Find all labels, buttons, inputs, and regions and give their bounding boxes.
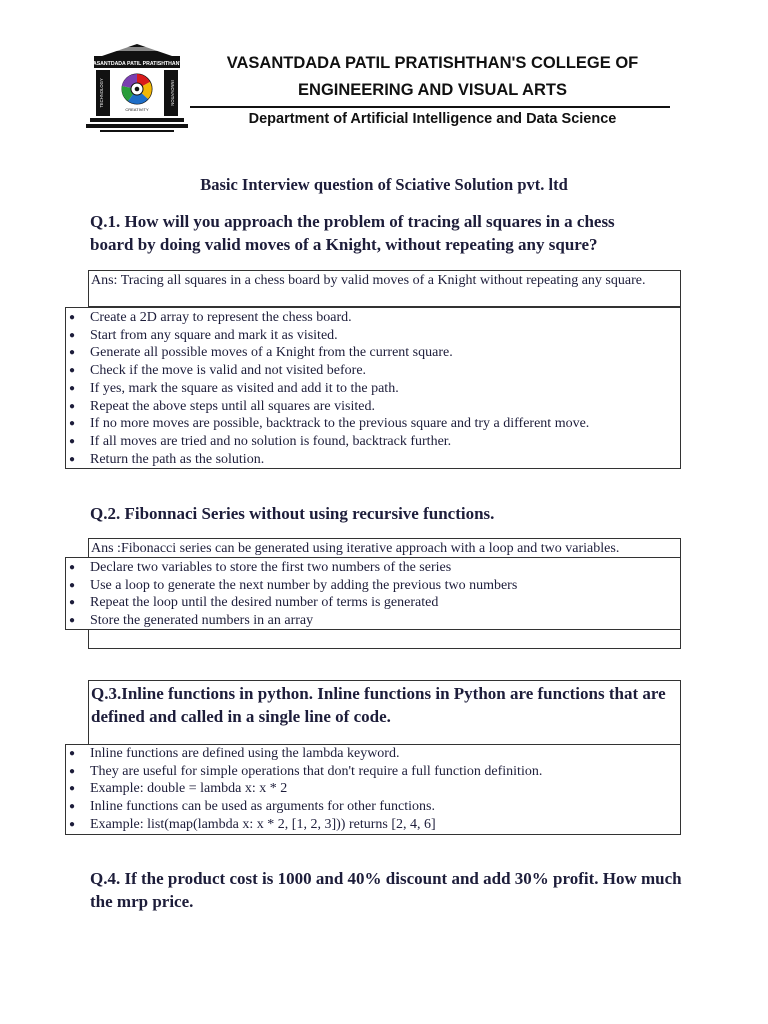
- bullet-icon: ●: [69, 801, 76, 813]
- svg-text:CREATIVITY: CREATIVITY: [125, 107, 149, 112]
- bullet-icon: ●: [69, 329, 76, 341]
- bullet-icon: ●: [69, 418, 76, 430]
- q1-answer-box: [88, 270, 681, 307]
- q3-question-box: [88, 680, 681, 745]
- q2-answer-box: [88, 538, 681, 558]
- bullet-icon: ●: [69, 347, 76, 359]
- list-item: ● They are useful for simple operations that don't require a full function definition.: [69, 763, 543, 779]
- document-title: Basic Interview question of Sciative Solution pvt. ltd: [200, 175, 568, 194]
- q1-question: Q.1. How will you approach the problem of tracing all squares in a chess board by doing valid moves of a Knight, without repeating any squre?: [90, 212, 615, 254]
- bullet-icon: ●: [69, 765, 76, 777]
- bullet-icon: ●: [69, 783, 76, 795]
- q2-answer-text: Ans :Fibonacci series can be generated using iterative approach with a loop and two variables.: [91, 541, 620, 556]
- list-item: ● Example: list(map(lambda x: x * 2, [1, 2, 3])) returns [2, 4, 6]: [69, 816, 436, 832]
- list-item: ● If no more moves are possible, backtrack to the previous square and try a different move.: [69, 416, 590, 432]
- q4-question: Q.4. If the product cost is 1000 and 40% discount and add 30% profit. How much the mrp price.: [90, 869, 682, 911]
- list-item: ● Return the path as the solution.: [69, 451, 265, 467]
- list-item: ● Example: double = lambda x: x * 2: [69, 781, 288, 797]
- college-name-line1: VASANTDADA PATIL PRATISHTHAN'S COLLEGE OF: [226, 54, 639, 72]
- q2-empty-box: [88, 629, 681, 649]
- bullet-icon: ●: [69, 312, 76, 323]
- list-item: ● Generate all possible moves of a Knight from the current square.: [69, 345, 453, 361]
- svg-text:VASANTDADA PATIL PRATISHTHAN'S: VASANTDADA PATIL PRATISHTHAN'S: [89, 61, 185, 67]
- college-logo: [84, 42, 190, 136]
- q1-answer-text: Ans: Tracing all squares in a chess board by valid moves of a Knight without repeating any square.: [91, 273, 646, 288]
- q1-steps-box: [65, 307, 681, 469]
- list-item: ● Check if the move is valid and not visited before.: [69, 363, 367, 379]
- bullet-icon: ●: [69, 400, 76, 412]
- bullet-icon: ●: [69, 382, 76, 394]
- bullet-icon: ●: [69, 453, 76, 465]
- bullet-icon: ●: [69, 748, 76, 759]
- list-item: ● Use a loop to generate the next number by adding the previous two numbers: [69, 577, 518, 593]
- bullet-icon: ●: [69, 365, 76, 377]
- q2-steps-box: [65, 557, 681, 630]
- college-name-line2: ENGINEERING AND VISUAL ARTS: [298, 81, 567, 99]
- list-item: ● If all moves are tried and no solution is found, backtrack further.: [69, 433, 452, 449]
- list-item: ● Inline functions can be used as arguments for other functions.: [69, 799, 435, 815]
- bullet-icon: ●: [69, 615, 76, 627]
- q2-question: Q.2. Fibonnaci Series without using recursive functions.: [90, 504, 495, 523]
- svg-text:INNOVATION: INNOVATION: [170, 80, 175, 106]
- q3-question: Q.3.Inline functions in python. Inline functions in Python are functions that are defined and called in a single line of code.: [91, 684, 666, 726]
- bullet-icon: ●: [69, 579, 76, 591]
- header-divider: [190, 106, 670, 108]
- q3-points-box: [65, 744, 681, 835]
- list-item: ● Store the generated numbers in an array: [69, 613, 314, 629]
- list-item: ● If yes, mark the square as visited and add it to the path.: [69, 380, 399, 396]
- bullet-icon: ●: [69, 562, 76, 573]
- list-item: ● Repeat the loop until the desired number of terms is generated: [69, 595, 439, 611]
- bullet-icon: ●: [69, 818, 76, 830]
- bullet-icon: ●: [69, 597, 76, 609]
- list-item: ● Create a 2D array to represent the chess board.: [69, 310, 352, 325]
- list-item: ● Start from any square and mark it as visited.: [69, 327, 338, 343]
- list-item: ● Declare two variables to store the first two numbers of the series: [69, 560, 452, 575]
- bullet-icon: ●: [69, 435, 76, 447]
- department-name: Department of Artificial Intelligence and Data Science: [248, 111, 617, 127]
- list-item: ● Repeat the above steps until all squares are visited.: [69, 398, 375, 414]
- list-item: ● Inline functions are defined using the lambda keyword.: [69, 746, 400, 761]
- svg-text:TECHNOLOGY: TECHNOLOGY: [99, 78, 104, 108]
